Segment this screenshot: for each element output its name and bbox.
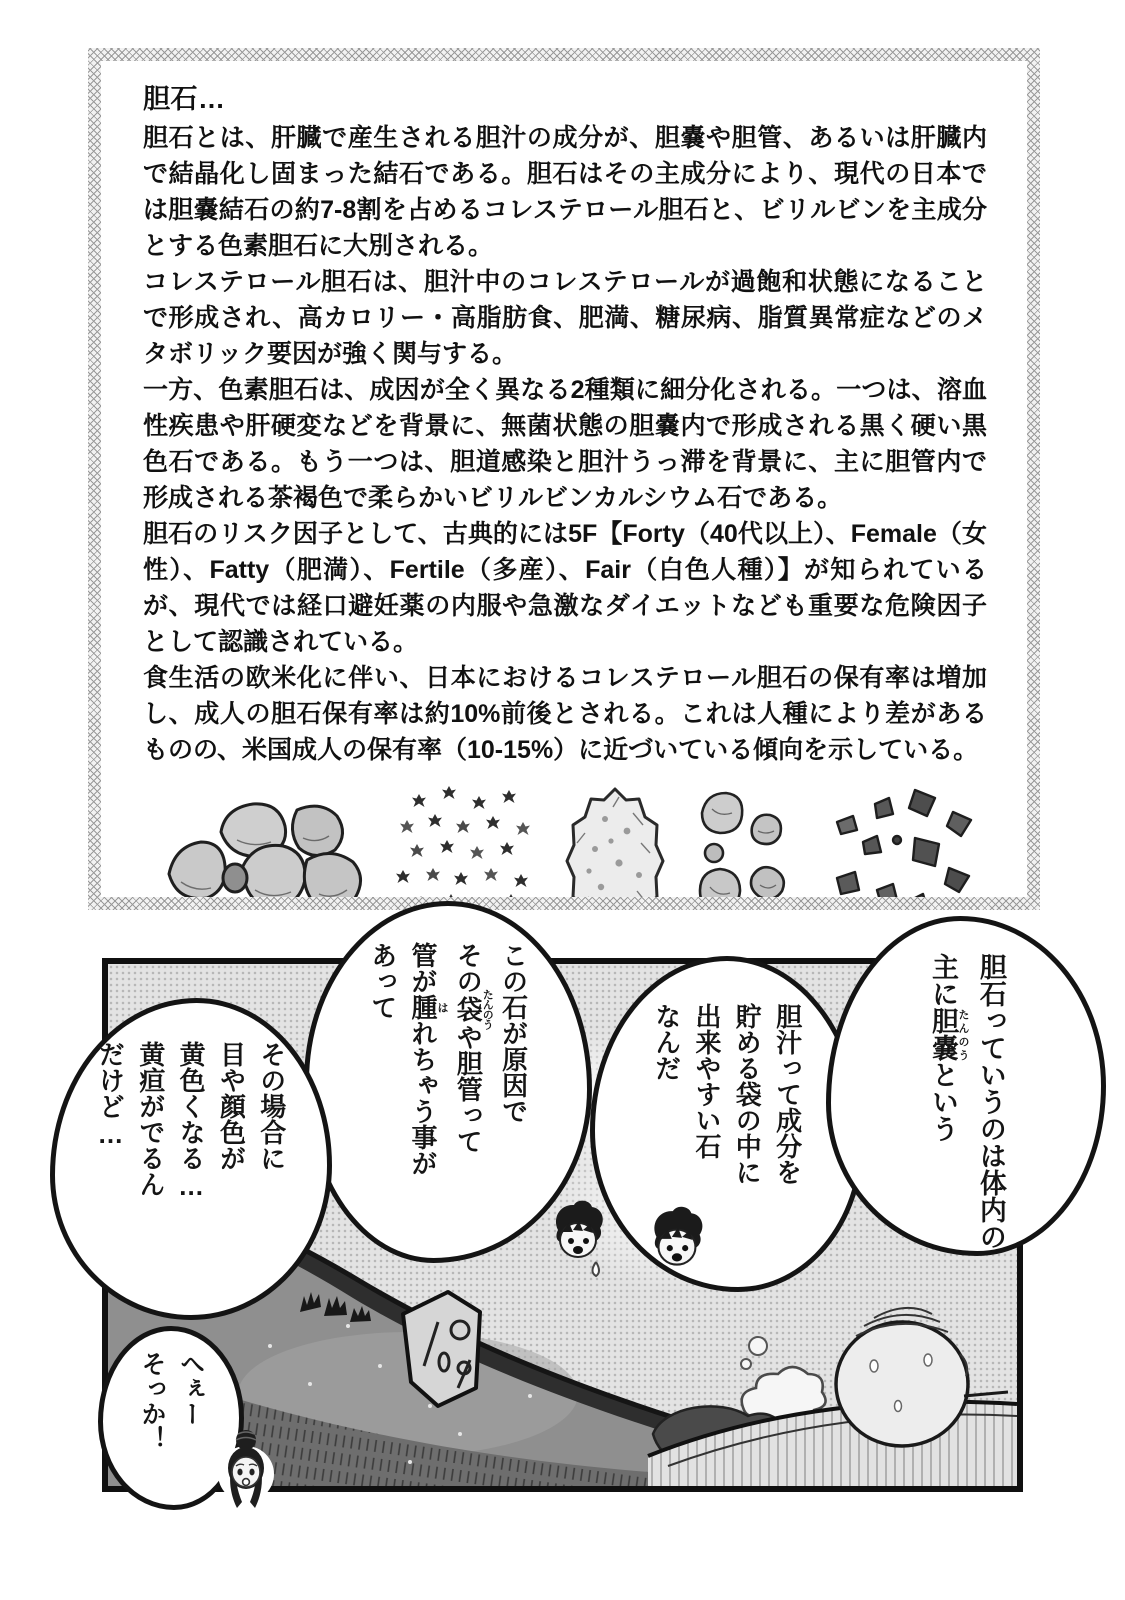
- eye: [667, 1245, 673, 1251]
- boy-character-1: [550, 1198, 608, 1284]
- open-mouth: [672, 1253, 682, 1261]
- sleep-puff-cloud: [741, 1337, 826, 1421]
- eye: [682, 1245, 688, 1251]
- speech-bubble-gallstone-intro: [826, 916, 1106, 1256]
- speech-bubble-jaundice: [50, 998, 332, 1320]
- eye: [583, 1238, 589, 1244]
- large-cholesterol-stones-icon: [151, 782, 376, 897]
- open-mouth: [573, 1246, 583, 1254]
- info-paragraph-risk-factors: 胆石のリスク因子として、古典的には5F【Forty（40代以上）、Female（女性）、Fatty（肥満）、Fertile（多産）、Fair（白色人種）】が知られているが、現代では経口避妊薬の内服や急激なダイエットなども重要な危険因子として認識されている。: [143, 520, 987, 656]
- girl-character: [216, 1428, 276, 1514]
- eye: [249, 1469, 254, 1476]
- gallstone-info-box: [88, 48, 1040, 910]
- speech-bubble-text: 胆石っていうのは体内の 主に胆嚢 たんのうという: [928, 953, 1006, 1250]
- crystalline-druse-stone-icon: [555, 779, 675, 897]
- speech-bubble-text: その場合に 目や顔色が 黄色くなる… 黄疸がでるん だけど…: [95, 1041, 287, 1201]
- round-pigment-stones-icon: [690, 785, 805, 898]
- eye: [568, 1238, 574, 1244]
- speech-bubble-text: この石が原因で その袋たんのうや胆管って 管が腫はれちゃう事が あって: [367, 942, 529, 1176]
- speech-bubble-text: 胆汁って成分を 貯める袋の中に 出来やすい石 なんだ: [651, 1003, 803, 1185]
- fine-crystal-stones-icon: [391, 782, 541, 897]
- speech-bubble-text: へぇー そっか！: [138, 1351, 205, 1451]
- boy-character-2: [648, 1204, 708, 1282]
- info-paragraph-prevalence: 食生活の欧米化に伴い、日本におけるコレステロール胆石の保有率は増加し、成人の胆石保有率は約10%前後とされる。これは人種により差があるものの、米国成人の保有率（10-15%）に近づいている傾向を示している。: [143, 664, 987, 764]
- info-paragraph-pigment: 一方、色素胆石は、成因が全く異なる2種類に細分化される。一つは、溶血性疾患や肝硬変などを背景に、無菌状態の胆嚢内で形成される黒く硬い黒色石である。もう一つは、胆道感染と胆汁うっ滞を背景に、主に胆管内で形成される茶褐色で柔らかいビリルビンカルシウム石である。: [143, 376, 987, 512]
- faceted-pigment-stones-icon: [819, 782, 979, 897]
- info-title: 胆石…: [143, 84, 226, 114]
- info-paragraph-definition: 胆石とは、肝臓で産生される胆汁の成分が、胆嚢や胆管、あるいは肝臓内で結晶化し固まった結石である。胆石はその主成分により、現代の日本では胆嚢結石の約7-8割を占めるコレステロール胆石と、ビリルビンを主成分とする色素胆石に大別される。: [143, 124, 987, 260]
- gallstone-illustrations: [143, 782, 987, 897]
- eye: [237, 1469, 242, 1476]
- info-box-inner: [101, 61, 1027, 897]
- open-mouth: [243, 1479, 250, 1486]
- sweat-drop: [593, 1262, 600, 1276]
- info-paragraph-cholesterol: コレステロール胆石は、胆汁中のコレステロールが過飽和状態になることで形成され、高カロリー・高脂肪食、肥満、糖尿病、脂質異常症などのメタボリック要因が強く関与する。: [143, 268, 987, 368]
